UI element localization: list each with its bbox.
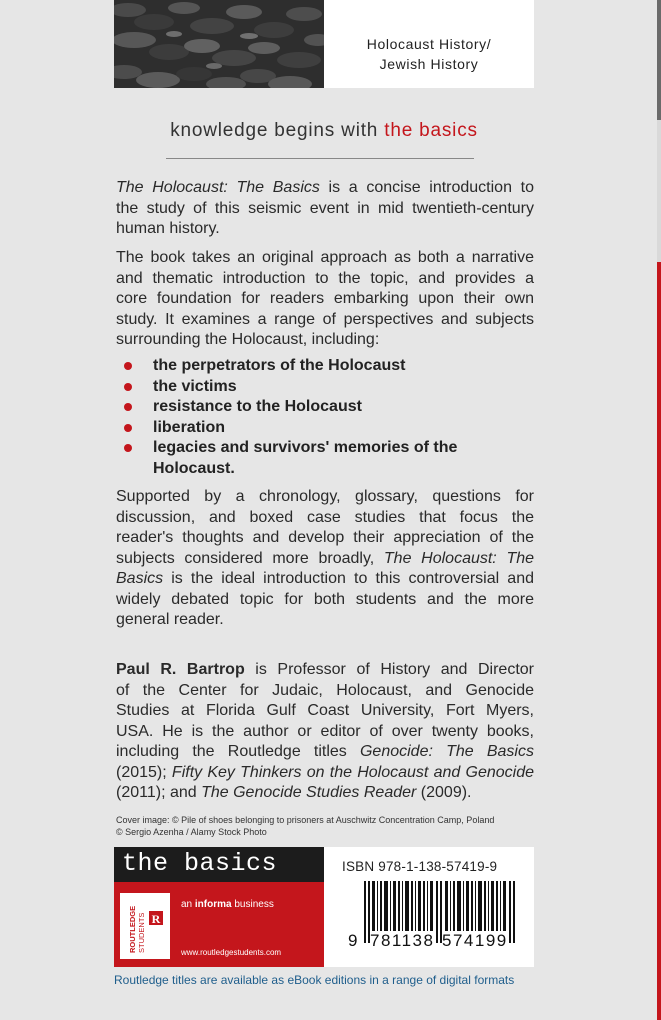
bullet-dot-icon bbox=[124, 403, 132, 411]
approach-line-4: study. It examines a range of perspectives and subjects bbox=[116, 310, 534, 328]
author-line-4: USA. He is the author or editor of over twenty books, bbox=[116, 722, 534, 740]
support-line-3: reader's thoughts and develop their appreciation of the bbox=[116, 529, 534, 546]
list-item-text: liberation bbox=[153, 418, 226, 436]
intro-book-title: The Holocaust: The Basics bbox=[116, 179, 320, 196]
support-book-title-b: Basics bbox=[116, 570, 164, 587]
support-line-7: general reader. bbox=[116, 611, 224, 628]
svg-text:STUDENTS: STUDENTS bbox=[137, 912, 146, 953]
approach-line-1: The book takes an original approach as both a narrative bbox=[116, 249, 534, 266]
author-line-7: (2011); and bbox=[116, 784, 202, 801]
author-line-5: including the Routledge titles bbox=[116, 743, 360, 760]
series-title-bar bbox=[114, 847, 324, 882]
tagline-prefix: knowledge begins with bbox=[170, 120, 385, 141]
list-item-text: the perpetrators of the Holocaust bbox=[153, 357, 406, 374]
author-name: Paul R. Bartrop bbox=[116, 661, 245, 678]
routledge-website: www.routledgestudents.com bbox=[181, 948, 282, 957]
author-line-1: is Professor of History and Director bbox=[244, 661, 534, 678]
author-line-6: (2015); bbox=[116, 763, 172, 781]
author-title-genocide: Genocide: The Basics bbox=[359, 743, 534, 760]
barcode-digits-left: 781138 bbox=[370, 931, 435, 950]
subject-category-box bbox=[324, 0, 534, 88]
support-paragraph bbox=[116, 487, 534, 631]
tagline-highlight: the basics bbox=[384, 120, 478, 141]
support-line-6: widely debated topic for both students and the more bbox=[116, 590, 534, 608]
cover-photo-shoes bbox=[114, 0, 324, 88]
isbn-label: ISBN 978-1-138-57419-9 bbox=[342, 859, 498, 874]
support-line-2: discussion, and boxed case studies that focus the bbox=[116, 508, 534, 526]
list-item-text: the victims bbox=[153, 377, 237, 395]
author-line-2: of the Center for Judaic, Holocaust, and Genocide bbox=[116, 681, 534, 699]
author-bio bbox=[116, 660, 534, 804]
list-item bbox=[124, 377, 534, 398]
routledge-students-logo-icon bbox=[127, 903, 167, 955]
list-item bbox=[124, 356, 534, 377]
approach-line-5: surrounding the Holocaust, including: bbox=[116, 331, 380, 348]
author-title-reader: The Genocide Studies Reader bbox=[201, 784, 417, 801]
support-line-5: is the ideal introduction to this controversial and bbox=[163, 570, 534, 587]
barcode-digits-right: 574199 bbox=[442, 931, 508, 950]
list-item bbox=[124, 397, 534, 418]
bullet-dot-icon bbox=[124, 362, 132, 370]
series-title: the basics bbox=[122, 849, 278, 878]
bullet-dot-icon bbox=[124, 424, 132, 432]
credit-line-1: Cover image: © Pile of shoes belonging to prisoners at Auschwitz Concentration Camp, Poland bbox=[116, 815, 495, 825]
ebook-availability-note: Routledge titles are available as eBook editions in a range of digital formats bbox=[114, 973, 515, 987]
topics-list bbox=[124, 356, 534, 479]
subject-line-1: Holocaust History/ bbox=[366, 36, 492, 52]
bullet-dot-icon bbox=[124, 444, 132, 452]
tagline-divider bbox=[166, 158, 474, 159]
intro-paragraph bbox=[116, 178, 534, 240]
author-line-3: Studies at Florida Gulf Coast University, Fort Myers, bbox=[116, 702, 534, 719]
cover-edge bbox=[657, 0, 661, 1020]
list-item-text: resistance to the Holocaust bbox=[153, 398, 362, 415]
approach-line-3: core foundation for readers embarking upon their own bbox=[116, 290, 534, 307]
informa-business-text: an informa business bbox=[181, 899, 274, 910]
list-item bbox=[124, 418, 534, 439]
barcode-digit-first: 9 bbox=[348, 931, 358, 950]
isbn-panel bbox=[324, 847, 534, 967]
list-item-text: legacies and survivors' memories of the Holocaust. bbox=[153, 439, 458, 477]
svg-text:R: R bbox=[151, 912, 161, 926]
approach-line-2: and thematic introduction to the topic, and provides a bbox=[116, 269, 534, 287]
series-panel bbox=[114, 847, 324, 967]
list-item bbox=[124, 438, 534, 479]
approach-paragraph bbox=[116, 248, 534, 351]
subject-line-2: Jewish History bbox=[379, 56, 479, 72]
author-line-7-end: (2009). bbox=[416, 784, 472, 801]
intro-line-2: the study of this seismic event in mid twentieth-century bbox=[116, 199, 534, 217]
cover-edge-red bbox=[657, 262, 661, 1020]
author-title-fifty: Fifty Key Thinkers on the Holocaust and Genocide bbox=[171, 763, 534, 781]
support-book-title-a: The Holocaust: The bbox=[383, 549, 535, 567]
intro-line-3: human history. bbox=[116, 220, 220, 237]
support-line-4: subjects considered more broadly, bbox=[116, 549, 384, 567]
bullet-dot-icon bbox=[124, 383, 132, 391]
cover-edge-dark bbox=[657, 0, 661, 120]
intro-line-1: is a concise introduction to bbox=[319, 179, 534, 196]
cover-image-credit bbox=[116, 814, 536, 838]
svg-text:ROUTLEDGE: ROUTLEDGE bbox=[128, 905, 137, 953]
shoes-photo-image bbox=[114, 0, 324, 88]
support-line-1: Supported by a chronology, glossary, questions for bbox=[116, 488, 534, 505]
credit-line-2: © Sergio Azenha / Alamy Stock Photo bbox=[116, 827, 267, 837]
series-tagline bbox=[114, 120, 534, 142]
